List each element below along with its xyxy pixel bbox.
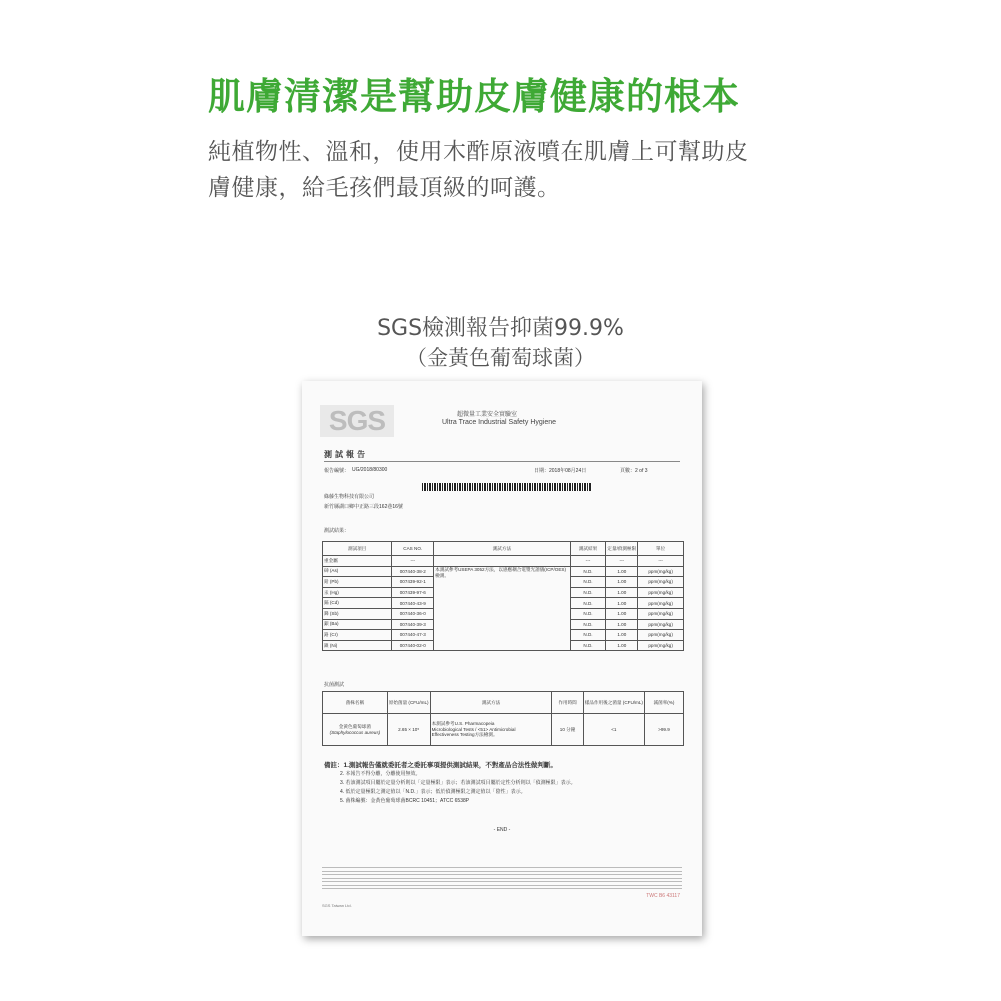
table-cell: 007439-97-6	[392, 587, 434, 598]
report-date: 日期：2018年08月24日	[534, 468, 587, 474]
antibacterial-table	[322, 691, 684, 746]
table-header-cell: 測試方法	[430, 692, 552, 714]
table-row	[323, 556, 684, 567]
table-cell: ppm(mg/kg)	[638, 630, 684, 641]
table-cell: 鎳 (Ni)	[323, 640, 392, 651]
table-cell: N.D.	[570, 598, 606, 609]
report-number-label: 報告編號：	[324, 468, 350, 474]
page-number: 頁數：2 of 3	[620, 468, 648, 474]
method-line: 本測試參考U.S. Pharmacopeia	[431, 721, 495, 726]
table-cell: 2.65 × 10⁵	[387, 714, 430, 746]
table-header-cell: 測試結果	[570, 542, 606, 556]
table-cell: 1.00	[606, 619, 638, 630]
table-cell: 1.00	[606, 630, 638, 641]
caption-title: SGS檢測報告抑菌99.9%	[377, 316, 624, 341]
note-line: 2. 本報告不得分離，分離使用無效。	[340, 771, 421, 777]
table-cell: N.D.	[570, 640, 606, 651]
table-cell: 1.00	[606, 587, 638, 598]
table-header-cell: 減菌率(%)	[644, 692, 683, 714]
notes	[324, 761, 576, 806]
table-row	[323, 714, 684, 746]
table-cell: 鋇 (Ba)	[323, 619, 392, 630]
body-line-1: 純植物性、溫和，使用木酢原液噴在肌膚上可幫助皮	[208, 139, 749, 165]
table-cell: 007439-92-1	[392, 577, 434, 588]
note-line: 備註：1.測試報告僅就委託者之委託事項提供測試結果，不對產品合法性做判斷。	[324, 762, 557, 769]
table-cell: <1	[583, 714, 644, 746]
report-number: UG/2018/80300	[352, 467, 388, 473]
table-cell: ppm(mg/kg)	[638, 619, 684, 630]
sgs-logo: SGS	[320, 405, 394, 437]
heavy-metal-table	[322, 541, 684, 651]
table-header-cell: 測試方法	[434, 542, 570, 556]
table-header-cell: 樣品作用後之菌量 (CFU/mL)	[583, 692, 644, 714]
table-cell: ppm(mg/kg)	[638, 608, 684, 619]
table-header-row	[323, 692, 684, 714]
table-cell: 砷 (As)	[323, 566, 392, 577]
strain-name: 金黃色葡萄球菌	[338, 724, 371, 729]
table-cell: ---	[638, 556, 684, 567]
table-cell: N.D.	[570, 619, 606, 630]
lab-name-en: Ultra Trace Industrial Safety Hygiene	[442, 419, 556, 426]
company-name: 綠藤生物科技有限公司	[324, 494, 375, 500]
table-cell: N.D.	[570, 630, 606, 641]
table-cell: ---	[570, 556, 606, 567]
body-text	[208, 134, 808, 206]
table-cell: 007440-38-2	[392, 566, 434, 577]
table-cell: 1.00	[606, 608, 638, 619]
table-cell	[434, 556, 570, 567]
table-cell: 1.00	[606, 577, 638, 588]
table-cell: 鉻 (Cr)	[323, 630, 392, 641]
table-cell	[323, 714, 388, 746]
table-cell: 銻 (Sb)	[323, 608, 392, 619]
table-header-cell: 菌株名稱	[323, 692, 388, 714]
footer: SGS Taiwan Ltd.	[322, 903, 352, 908]
results-label: 測試結果：	[324, 528, 350, 534]
table-cell: 007440-43-9	[392, 598, 434, 609]
table-header-cell: 原始菌量 (CFU/mL)	[387, 692, 430, 714]
table-cell: ppm(mg/kg)	[638, 640, 684, 651]
table-cell: >99.9	[644, 714, 683, 746]
report-title: 測試報告	[324, 449, 368, 459]
table-row	[323, 566, 684, 577]
table-header-cell: 定量/偵測極限	[606, 542, 638, 556]
fine-print	[322, 865, 682, 893]
table-cell: ppm(mg/kg)	[638, 587, 684, 598]
table-cell: N.D.	[570, 577, 606, 588]
table-cell: 007440-39-3	[392, 619, 434, 630]
antibacterial-label: 抗菌測試	[324, 682, 345, 688]
table-cell: 007440-36-0	[392, 608, 434, 619]
table-cell: 007440-02-0	[392, 640, 434, 651]
note-line: 5. 菌株編號：金黃色葡萄球菌BCRC 10451；ATCC 6538P	[340, 798, 470, 804]
table-cell: ---	[392, 556, 434, 567]
stamp: TWC B6 43117	[646, 893, 680, 899]
table-header-row	[323, 542, 684, 556]
divider	[324, 461, 680, 462]
strain-latin: (Staphylococcus aureus)	[329, 730, 381, 735]
table-cell: 重金屬	[323, 556, 392, 567]
table-cell: 1.00	[606, 640, 638, 651]
caption-subtitle: （金黃色葡萄球菌）	[406, 346, 595, 370]
table-cell: ppm(mg/kg)	[638, 598, 684, 609]
table-cell: ppm(mg/kg)	[638, 566, 684, 577]
table-header-cell: 單位	[638, 542, 684, 556]
note-line: 4. 低於定量極限之測定值以「N.D.」表示；低於偵測極限之測定值以「陰性」表示。	[340, 789, 526, 795]
table-cell: N.D.	[570, 566, 606, 577]
end-marker: - END -	[493, 827, 511, 833]
table-cell: N.D.	[570, 608, 606, 619]
table-header-cell: 作用時間	[552, 692, 583, 714]
table-cell: 鎘 (Cd)	[323, 598, 392, 609]
table-cell: N.D.	[570, 587, 606, 598]
barcode	[422, 483, 592, 491]
note-line: 3. 若該測試項目屬於定量分析則以「定量極限」表示；若該測試項目屬於定性分析則以「偵測極限」表示。	[340, 780, 576, 786]
table-cell: ---	[606, 556, 638, 567]
table-cell: 007440-47-3	[392, 630, 434, 641]
test-method-cell: 本測試參考USEPA 3052方法，以感應耦合電漿光譜儀(ICP/OES)檢測。	[434, 566, 570, 651]
table-cell: 鉛 (Pb)	[323, 577, 392, 588]
body-line-2: 膚健康，給毛孩們最頂級的呵護。	[208, 175, 561, 201]
table-cell: 1.00	[606, 566, 638, 577]
page-headline: 肌膚清潔是幫助皮膚健康的根本	[208, 75, 740, 118]
table-header-cell: CAS NO.	[392, 542, 434, 556]
table-cell: 1.00	[606, 598, 638, 609]
method-line: Microbiological Tests / <51> Antimicrobial	[431, 727, 516, 732]
table-cell: ppm(mg/kg)	[638, 577, 684, 588]
sgs-report-document	[302, 381, 702, 936]
company-address: 新竹縣湖口鄉中正路三段162巷16號	[324, 504, 403, 510]
table-cell	[430, 714, 552, 746]
table-cell: 10 分鐘	[552, 714, 583, 746]
method-line: Effectiveness Testing方法檢測。	[431, 732, 498, 737]
table-cell: 汞 (Hg)	[323, 587, 392, 598]
table-header-cell: 測試項目	[323, 542, 392, 556]
lab-name-cn: 超微量工業安全實驗室	[457, 411, 518, 418]
